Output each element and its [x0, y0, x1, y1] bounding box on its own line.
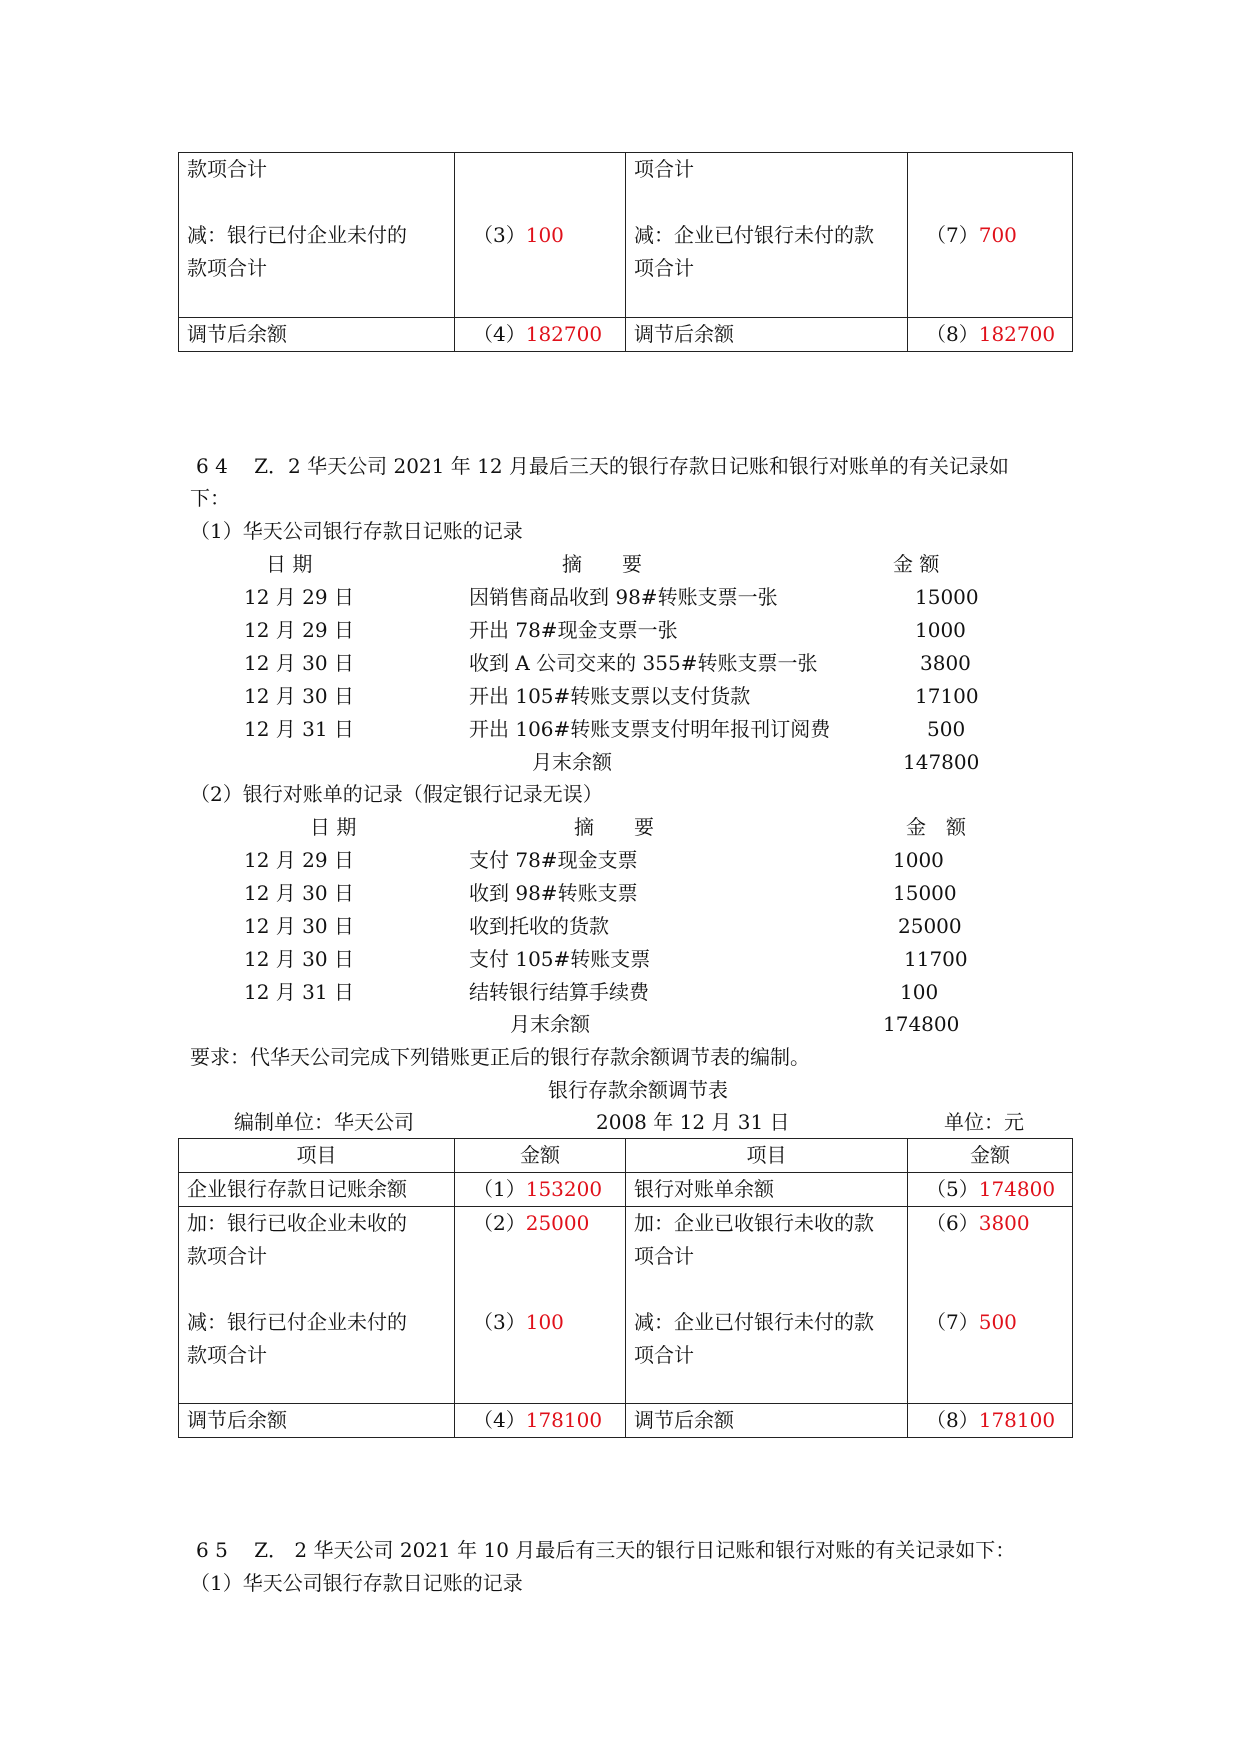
r3-right-value: 500 [978, 1310, 1017, 1334]
r2-right-label-a: 加：企业已收银行未收的款 [634, 1211, 874, 1235]
header-amount-right: 金额 [908, 1139, 1073, 1173]
s2-row-desc: 收到 98#转账支票 [469, 881, 638, 905]
s1-row-date: 12 月 30 日 [244, 651, 354, 675]
s1-row-amount: 500 [927, 717, 966, 741]
s2-row-desc: 支付 105#转账支票 [469, 947, 651, 971]
q65-section1-title: （1）华天公司银行存款日记账的记录 [190, 1571, 523, 1595]
s1-header-date: 日 期 [266, 552, 313, 576]
top-left-adj-value: 182700 [525, 322, 603, 346]
r2-right-label-b: 项合计 [634, 1244, 694, 1268]
s1-header-desc: 摘 要 [562, 552, 642, 576]
r2-left-label-a: 加：银行已收企业未收的 [187, 1211, 407, 1235]
r23-right-values [908, 1207, 1073, 1404]
s1-header-amount: 金 额 [893, 552, 940, 576]
s2-balance-value: 174800 [883, 1012, 960, 1036]
s1-balance-label: 月末余额 [532, 750, 612, 774]
r4-left-value: 178100 [525, 1408, 603, 1432]
q64-section1-title: （1）华天公司银行存款日记账的记录 [190, 519, 523, 543]
r3-right-prefix: （7） [926, 1310, 979, 1334]
s2-header-desc: 摘 要 [574, 815, 654, 839]
s2-row-amount: 1000 [893, 848, 944, 872]
s1-row-amount: 17100 [915, 684, 979, 708]
r4-right-prefix: （8） [926, 1408, 979, 1432]
top-right-item-2a: 减：企业已付银行未付的款 [634, 223, 874, 247]
s2-row-date: 12 月 31 日 [244, 980, 354, 1004]
s2-row-desc: 支付 78#现金支票 [469, 848, 638, 872]
top-right-value-cell [908, 153, 1073, 318]
s1-row-amount: 3800 [920, 651, 971, 675]
r23-right-items [626, 1207, 908, 1404]
r3-right-label-b: 项合计 [634, 1343, 694, 1367]
s1-row-date: 12 月 30 日 [244, 684, 354, 708]
r3-left-label-b: 款项合计 [187, 1343, 267, 1367]
r2-right-prefix: （6） [926, 1211, 979, 1235]
header-item-left: 项目 [179, 1139, 455, 1173]
top-left-adj-label: 调节后余额 [179, 318, 455, 352]
s2-row-date: 12 月 30 日 [244, 881, 354, 905]
s1-row-desc: 收到 A 公司交来的 355#转账支票一张 [469, 651, 818, 675]
s2-row-amount: 11700 [904, 947, 968, 971]
top-right-adj-label: 调节后余额 [626, 318, 908, 352]
r1-right-prefix: （5） [926, 1177, 979, 1201]
s2-row-date: 12 月 29 日 [244, 848, 354, 872]
table-date: 2008 年 12 月 31 日 [596, 1110, 790, 1134]
s2-row-desc: 收到托收的货款 [469, 914, 609, 938]
s2-balance-label: 月末余额 [510, 1012, 590, 1036]
r3-left-prefix: （3） [473, 1310, 526, 1334]
top-right-item-cell [626, 153, 908, 318]
s1-row-desc: 开出 78#现金支票一张 [469, 618, 678, 642]
s1-row-amount: 15000 [915, 585, 979, 609]
r1-left-label: 企业银行存款日记账余额 [179, 1173, 455, 1207]
r4-right-label: 调节后余额 [626, 1404, 908, 1438]
top-left-item-1: 款项合计 [187, 157, 267, 181]
r4-left-cell [455, 1404, 626, 1438]
q64-reconciliation-table [178, 1138, 1073, 1438]
top-left-value-prefix: （3） [473, 223, 526, 247]
s2-header-amount: 金 额 [906, 815, 966, 839]
r1-left-cell [455, 1173, 626, 1207]
reconciliation-table-title: 银行存款余额调节表 [548, 1078, 728, 1102]
compiler-unit: 编制单位：华天公司 [234, 1110, 414, 1134]
s2-row-amount: 25000 [898, 914, 962, 938]
r2-left-label-b: 款项合计 [187, 1244, 267, 1268]
r1-right-label: 银行对账单余额 [626, 1173, 908, 1207]
r4-right-cell [908, 1404, 1073, 1438]
s1-row-desc: 因销售商品收到 98#转账支票一张 [469, 585, 778, 609]
currency-unit: 单位：元 [944, 1110, 1024, 1134]
r2-left-prefix: （2） [473, 1211, 526, 1235]
top-left-adj-cell [455, 318, 626, 352]
top-left-item-2a: 减：银行已付企业未付的 [187, 223, 407, 247]
top-right-item-1: 项合计 [634, 157, 694, 181]
s2-row-desc: 结转银行结算手续费 [469, 980, 649, 1004]
s1-balance-value: 147800 [903, 750, 980, 774]
r2-right-value: 3800 [978, 1211, 1030, 1235]
s1-row-desc: 开出 106#转账支票支付明年报刊订阅费 [469, 717, 831, 741]
s1-row-date: 12 月 29 日 [244, 618, 354, 642]
header-item-right: 项目 [626, 1139, 908, 1173]
r1-left-value: 153200 [525, 1177, 603, 1201]
top-right-value-prefix: （7） [926, 223, 979, 247]
s2-row-date: 12 月 30 日 [244, 947, 354, 971]
top-left-item-cell [179, 153, 455, 318]
r2-left-value: 25000 [525, 1211, 590, 1235]
top-left-value-cell [455, 153, 626, 318]
top-left-value: 100 [525, 223, 564, 247]
r3-left-value: 100 [525, 1310, 564, 1334]
q65-heading: 6 5 Z． 2 华天公司 2021 年 10 月最后有三天的银行日记账和银行对账的有关记录如下： [196, 1538, 1016, 1562]
top-right-adj-prefix: （8） [926, 322, 979, 346]
top-right-item-2b: 项合计 [634, 256, 694, 280]
r1-right-cell [908, 1173, 1073, 1207]
s1-row-date: 12 月 31 日 [244, 717, 354, 741]
r3-right-label-a: 减：企业已付银行未付的款 [634, 1310, 874, 1334]
r1-right-value: 174800 [978, 1177, 1056, 1201]
top-reconciliation-table [178, 152, 1073, 352]
r23-left-values [455, 1207, 626, 1404]
s2-row-date: 12 月 30 日 [244, 914, 354, 938]
top-right-adj-value: 182700 [978, 322, 1056, 346]
r3-left-label-a: 减：银行已付企业未付的 [187, 1310, 407, 1334]
q64-heading-line2: 下： [190, 486, 230, 510]
r23-left-items [179, 1207, 455, 1404]
r4-right-value: 178100 [978, 1408, 1056, 1432]
top-left-item-2b: 款项合计 [187, 256, 267, 280]
s1-row-desc: 开出 105#转账支票以支付货款 [469, 684, 751, 708]
s2-row-amount: 100 [900, 980, 939, 1004]
q64-requirement: 要求：代华天公司完成下列错账更正后的银行存款余额调节表的编制。 [190, 1045, 810, 1069]
s2-header-date: 日 期 [310, 815, 357, 839]
q64-section2-title: （2）银行对账单的记录（假定银行记录无误） [190, 782, 603, 806]
r4-left-label: 调节后余额 [179, 1404, 455, 1438]
header-amount-left: 金额 [455, 1139, 626, 1173]
top-right-adj-cell [908, 318, 1073, 352]
r1-left-prefix: （1） [473, 1177, 526, 1201]
top-right-value: 700 [978, 223, 1017, 247]
s1-row-date: 12 月 29 日 [244, 585, 354, 609]
top-left-adj-prefix: （4） [473, 322, 526, 346]
s1-row-amount: 1000 [915, 618, 966, 642]
q64-heading-line1: 6 4 Z．2 华天公司 2021 年 12 月最后三天的银行存款日记账和银行对账单的有关记录如 [196, 454, 1009, 478]
r4-left-prefix: （4） [473, 1408, 526, 1432]
s2-row-amount: 15000 [893, 881, 957, 905]
